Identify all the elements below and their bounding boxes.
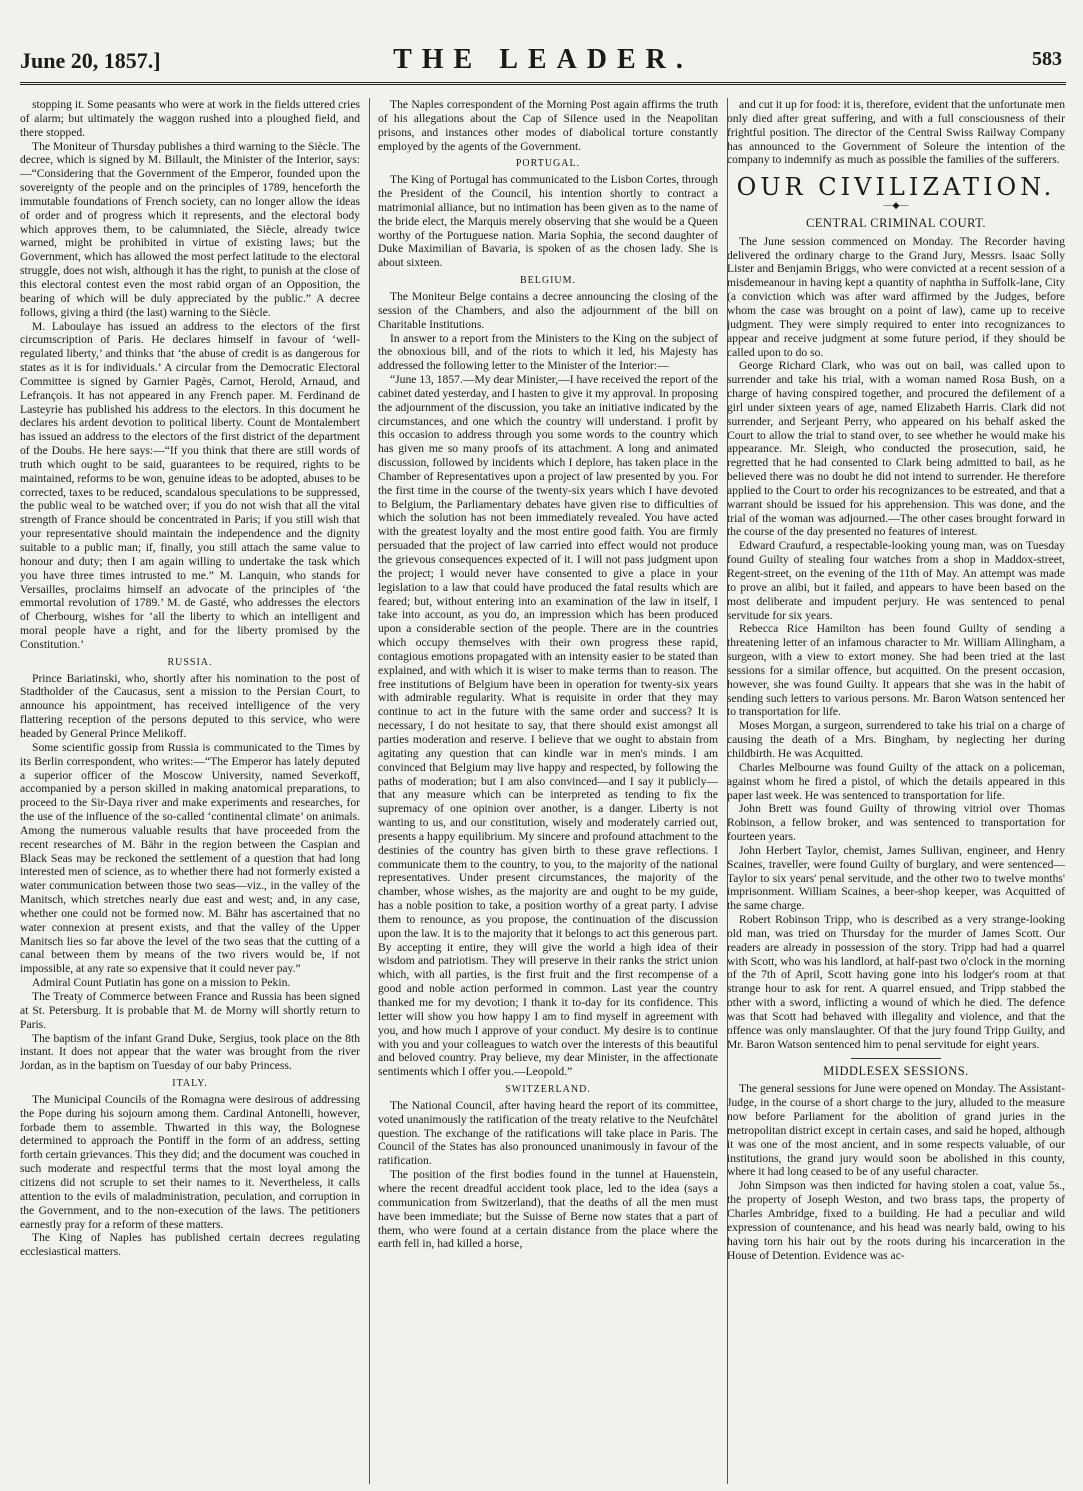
article-paragraph: Prince Bariatinski, who, shortly after his nomination to the post of Stadtholder of the Caucasus, sent a mission to the Persian Court, to announce his appointment, has received intelligence of the very flattering reception of the persons deputed to this service, who were headed by General Prince Melikoff.: [20, 671, 360, 740]
article-paragraph: John Herbert Taylor, chemist, James Sullivan, engineer, and Henry Scaines, traveller, were found Guilty of burglary, and were sentenced—Taylor to six years' penal servitude, and the other two to twelve months' imprisonment. William Scaines, a beer-shop keeper, was Acquitted of the same charge.: [727, 843, 1065, 913]
article-paragraph: The June session commenced on Monday. The Recorder having delivered the ordinary charge to the Grand Jury, Messrs. Isaac Solly Lister and Benjamin Briggs, who were convicted at a recent session of a misdemeanour in having kept a quantity of naphtha in Suffolk-lane, City (a conviction which was after ward affirmed by the Judges, before whom the case was brought on a point of law), came up to receive judgment. They were simply required to enter into recognizances to appear and receive judgment at some future period, if they should be called upon to do so.: [727, 234, 1065, 359]
article-paragraph: Admiral Count Putiatin has gone on a mission to Pekin.: [32, 976, 291, 990]
article-paragraph: The King of Portugal has communicated to the Lisbon Cortes, through the President of the Council, his intention shortly to contract a matrimonial alliance, but no intimation has been given as to the name of the bride elect, the Marquis merely observing that she would be a Queen worthy of the Portuguese nation. Maria Sophia, the second daughter of Duke Maximilian of Bavaria, is spoken of as the chosen lady. She is about sixteen.: [378, 173, 718, 270]
article-paragraph: In answer to a report from the Ministers to the King on the subject of the obnoxious bill, and of the riots to which it led, his Majesty has addressed the following letter to the Minister of the Interior:—: [378, 331, 718, 373]
column-3: [727, 98, 1065, 1484]
article-paragraph: and cut it up for food: it is, therefore, evident that the unfortunate men only died after great suffering, and with a full consciousness of their frightful position. The director of the Central Swiss Railway Company has announced to the Government of Soleure the intention of the company to indemnify as much as possible the families of the sufferers.: [727, 98, 1065, 167]
article-paragraph: The position of the first bodies found in the tunnel at Hauenstein, where the recent dreadful accident took place, led to the idea (says a communication from Switzerland), that the deaths of all the men must have been immediate; but the Suisse of Berne now states that a part of them, who were found at a certain distance from the place where the earth fell in, had killed a horse,: [378, 1168, 718, 1251]
rule-divider: [851, 1058, 941, 1059]
article-paragraph: Moses Morgan, a surgeon, surrendered to take his trial on a charge of causing the death of a Mrs. Bingham, by neglecting her during childbirth. He was Acquitted.: [727, 719, 1065, 760]
issue-date: June 20, 1857.]: [20, 48, 161, 73]
section-heading-portugal: PORTUGAL.: [515, 158, 581, 170]
section-heading-belgium: BELGIUM.: [519, 275, 577, 287]
article-paragraph: The Moniteur of Thursday publishes a third warning to the Siècle. The decree, which is signed by M. Billault, the Minister of the Interior, says:—“Considering that the Government of the Emperor, founded upon the sovereignty of the people and on the principles of 1789, henceforth the immutable foundations of French society, can no longer allow the ideas of order and of progress which it represents, and the electoral body which approves them, to be calumniated, the Siècle, already twice warned, might be prohibited in virtue of existing laws; but the Government, which has allowed the most perfect latitude to the electoral struggle, does not wish, although it has the right, to punish at the close of this electoral contest even the most rabid organ of an Opposition, the bearing of which will be duly appreciated by the public.” A decree follows, giving a third (the last) warning to the Siècle.: [20, 139, 360, 319]
section-heading-italy: ITALY.: [172, 1078, 208, 1090]
article-paragraph: George Richard Clark, who was out on bail, was called upon to surrender and take his trial, with a woman named Rosa Bush, on a charge of having conspired together, and procured the defilement of a girl under sixteen years of age, named Elizabeth Harris. Clark did not surrender, and Serjeant Perry, who appeared on his behalf asked the Court to allow the trial to stand over, to see whether he would make his appearance. Mr. Sleigh, who conducted the prosecution, said, he regretted that he had consented to Clark being admitted to bail, as he believed there was no doubt he did not intend to surrender. He therefore applied to the Court to order his recognizances to be estreated, and that a warrant should be issued for his apprehension. This was done, and the trial of the woman was adjourned.—The other cases brought forward in the course of the day presented no features of interest.: [727, 359, 1065, 539]
article-paragraph: stopping it. Some peasants who were at work in the fields uttered cries of alarm; but ultimately the waggon rushed into a ploughed field, and there stopped.: [20, 98, 360, 139]
ornament-divider: —◆—: [883, 200, 909, 211]
article-paragraph: John Simpson was then indicted for having stolen a coat, value 5s., the property of Joseph Weston, and two brass taps, the property of Charles Ambridge, fixed to a building. He had a peculiar and wild expression of countenance, and his head was nearly bald, owing to his having torn his hair out by the roots during his incarceration in the House of Detention. Evidence was ac-: [727, 1179, 1065, 1262]
article-paragraph: “June 13, 1857.—My dear Minister,—I have received the report of the cabinet dated yesterday, and I hasten to give it my approval. In proposing the adjournment of the discussion, you take an initiative indicated by the circumstances, and one which the country will understand. I profit by this occasion to address through you some words to the country which has given me so many proofs of its attachment. A long and animated discussion, followed by incidents which I deplore, has taken place in the Chamber of Representatives upon a project of law presented by you. For the first time in the course of the twenty-six years which I have devoted to Belgium, the Parliamentary debates have given rise to difficulties of which the solution has not been immediately revealed. You have acted with the greatest loyalty and the most entire good faith. You are firmly persuaded that the project of law carried into effect would not produce the grievous consequences expected of it. I will not pass judgment upon the project; I would never have consented to give a place in your legislation to a law that could have produced the fatal results which are feared; but, without entering into an examination of the law in itself, I take into account, as you do, an impression which has been produced upon a considerable section of the people. There are in the countries which occupy themselves with their own progress these rapid, contagious emotions propagated with an intensity easier to be stated than explained, and with which it is wiser to make terms than to reason. The free institutions of Belgium have been in operation for twenty-six years with admirable regularity. What is requisite in order that they may continue to act in the future with the same order and success? It is necessary, I do not hesitate to say, that there should exist amongst all parties moderation and reserve. I believe that we ought to abstain from agitating any question that can kindle war in men's minds. I am convinced that Belgium may live happy and respected, by following the paths of moderation; but I am also convinced—and I say it publicly—that any measure which can be interpreted as tending to fix the supremacy of one opinion over another, is a danger. Liberty is not wanting to us, and our constitution, wisely and moderately carried out, presents a happy equilibrium. My sincere and profound attachment to the destinies of the country has given birth to these grave reflections. I communicate them to the country, to you, to the majority of the national representatives. Under present circumstances, the majority of the chamber, whose wishes, as the majority are and ought to be my guide, has a noble position to take, a position worthy of a great party. I advise them to renounce, as you propose, the continuation of the discussion upon the law. It is to the majority that it belongs to act this generous part. By accepting it entire, they will give the world a high idea of their wisdom and patriotism. They will preserve in their ranks the strict union which, with all parties, is the first fruit and the first recompense of a good and noble action performed in common. Last year the country thanked me for my devotion; I thank it to-day for its confidence. This letter will show you how happy I am to find myself in agreement with you, and how much I approve of your conduct. My desire is to continue with you and your colleagues to watch over the interests of this beautiful and beloved country. Pray believe, my dear Minister, in the affectionate sentiments which I offer you.—Leopold.”: [378, 373, 718, 1079]
subheading-central-criminal-court: CENTRAL CRIMINAL COURT.: [805, 215, 987, 230]
masthead: [20, 42, 1066, 85]
newspaper-title: THE LEADER.: [393, 44, 693, 75]
article-paragraph: John Brett was found Guilty of throwing vitriol over Thomas Robinson, a fellow broker, and was sentenced to transportation for fourteen years.: [727, 802, 1065, 844]
column-2: [378, 98, 718, 1484]
article-paragraph: Charles Melbourne was found Guilty of the attack on a policeman, against whom he fired a pistol, of which the details appeared in this paper last week. He was sentenced to transportation for life.: [727, 760, 1065, 802]
article-paragraph: The Moniteur Belge contains a decree announcing the closing of the session of the Chambers, and also the adjournment of the bill on Charitable Institutions.: [378, 289, 718, 331]
column-1: [20, 98, 360, 1484]
article-paragraph: The Naples correspondent of the Morning Post again affirms the truth of his allegations about the Cap of Silence used in the Neapolitan prisons, and instances other modes of diabolical torture constantly employed by the agents of the Government.: [378, 98, 718, 153]
article-paragraph: The baptism of the infant Grand Duke, Sergius, took place on the 8th instant. It does not appear that the water was brought from the river Jordan, as in the baptism on Tuesday of our baby Princess.: [20, 1031, 360, 1073]
section-heading-switzerland: SWITZERLAND.: [505, 1084, 591, 1096]
article-paragraph: Edward Craufurd, a respectable-looking young man, was on Tuesday found Guilty of stealing four watches from a shop in Maddox-street, Regent-street, on the evening of the 11th of May. An attempt was made to prove an alibi, but it failed, and appears to have been based on the most deliberate and impudent perjury. He was sentenced to penal servitude for six years.: [727, 539, 1065, 622]
article-paragraph: Rebecca Rice Hamilton has been found Guilty of sending a threatening letter of an infamous character to Mr. William Allingham, a surgeon, with a view to extort money. She had been tried at the last sessions for a similar offence, but acquitted. On the present occasion, however, she was found Guilty. It appears that she was in the habit of sending such letters to various persons. Mr. Baron Watson sentenced her to transportation for life.: [727, 622, 1065, 719]
section-heading-russia: RUSSIA.: [167, 656, 213, 668]
article-paragraph: The National Council, after having heard the report of its committee, voted unanimously the ratification of the treaty relative to the Neufchâtel question. The exchange of the ratifications will take place in Paris. The Council of the States has also pronounced unanimously in favour of the ratification.: [378, 1098, 718, 1168]
article-paragraph: The King of Naples has published certain decrees regulating ecclesiastical matters.: [20, 1231, 360, 1259]
column-divider: [369, 98, 370, 1484]
page-number: 583: [1032, 48, 1062, 70]
article-paragraph: The Municipal Councils of the Romagna were desirous of addressing the Pope during his sojourn among them. Cardinal Antonelli, however, forbade them to assemble. Thwarted in this way, the Bolognese determined to approach the Pontiff in the form of an address, setting forth certain grievances. This they did; and the document was couched in such moderate and respectful terms that the most loyal among the citizens did not scruple to set their names to it. Nevertheless, it calls attention to the evils of maladministration, peculation, and corruption in the Government, and to the non-execution of the laws. The petitioners earnestly pray for a reform of these matters.: [20, 1092, 360, 1231]
section-title-our-civilization: OUR CIVILIZATION.: [736, 173, 1056, 202]
subheading-middlesex-sessions: MIDDLESEX SESSIONS.: [823, 1063, 969, 1078]
article-paragraph: Robert Robinson Tripp, who is described as a very strange-looking old man, was tried on Thursday for the murder of James Scott. Our readers are already in possession of the story. Tripp had had a quarrel with Scott, who was his landlord, at half-past two o'clock in the morning of the 7th of April, Scott having gone into his lodger's room at that strange hour to ask for rent. A quarrel ensued, and Tripp stabbed the other with a sword, inflicting a wound of which he died. The defence was that Scott had behaved with illegality and violence, and that the offence was only manslaughter. Of that the jury found Tripp Guilty, and Mr. Baron Watson sentenced him to penal servitude for eight years.: [727, 913, 1065, 1051]
article-paragraph: The Treaty of Commerce between France and Russia has been signed at St. Petersburg. It is probable that M. de Morny will shortly return to Paris.: [20, 990, 360, 1031]
article-paragraph: The general sessions for June were opened on Monday. The Assistant-Judge, in the course of a short charge to the jury, alluded to the measure now before Parliament for the abolition of grand juries in the metropolitan district except in certain cases, and said he hoped, although it was one of the most ancient, and in some respects valuable, of our institutions, the grand jury would soon be abolished in this county, where it had long ceased to be of any useful character.: [727, 1082, 1065, 1179]
article-paragraph: M. Laboulaye has issued an address to the electors of the first circumscription of Paris. He declares himself in favour of ‘well-regulated liberty,’ and thinks that ‘the abuse of credit is as dangerous for states as it is for individuals.’ A circular from the Democratic Electoral Committee is signed by Garnier Pagès, Carnot, Herold, Arnaud, and Lefrançois. It has not appeared in any French paper. M. Ferdinand de Lasteyrie has published his address to the electors. In this document he declares his ardent devotion to political liberty. Count de Montalembert has issued an address to the electors of the first district of the department of the Doubs. He here says:—“If you think that there are still words of truth which ought to be said, guarantees to be required, rights to be maintained, reforms to be won, genuine ideas to be adopted, abuses to be corrected, taxes to be reduced, scandalous speculations to be suppressed, the public weal to be watched over; if you do not wish that all the vital strength of France should be concentrated in Paris; if you still wish that your representative should maintain the independence and the dignity suitable to a public man; if, finally, you still attach the same value to honour and duty; then I am again willing to undertake the task which you have three times intrusted to me.” M. Lanquin, who stands for Versailles, proclaims himself an advocate of the principles of ‘the emmortal revolution of 1789.’ M. de Gasté, who addresses the electors of Cherbourg, wishes for ‘all the liberty to which an intelligent and moral people have a right, and for the liberty promised by the Constitution.’: [20, 319, 360, 651]
article-paragraph: Some scientific gossip from Russia is communicated to the Times by its Berlin correspondent, who writes:—“The Emperor has lately deputed a superior officer of the Moscow University, named Severkoff, accompanied by a person skilled in making anatomical preparations, to proceed to the Sir-Daya river and make experiments and researches, for the use of the influence of the so-called ‘continental climate’ on animals. Among the numerous valuable results that have proceeded from the recent researches of M. Bähr in the region between the Caspian and Black Seas may be reckoned the settlement of a question that had long interested men of science, as to whether there had not formerly existed a water communication between those two seas—viz., in the valley of the Manitsch, which stretches nearly due east and west; and, in any case, whether one could not be formed now. M. Bähr has ascertained that no water connexion at present exists, and that the valley of the Upper Manitsch lies so far above the level of the two seas that the cutting of a canal between them by means of the two rivers would be, if not impossible, at any rate so expensive that it could never pay.”: [20, 740, 360, 976]
